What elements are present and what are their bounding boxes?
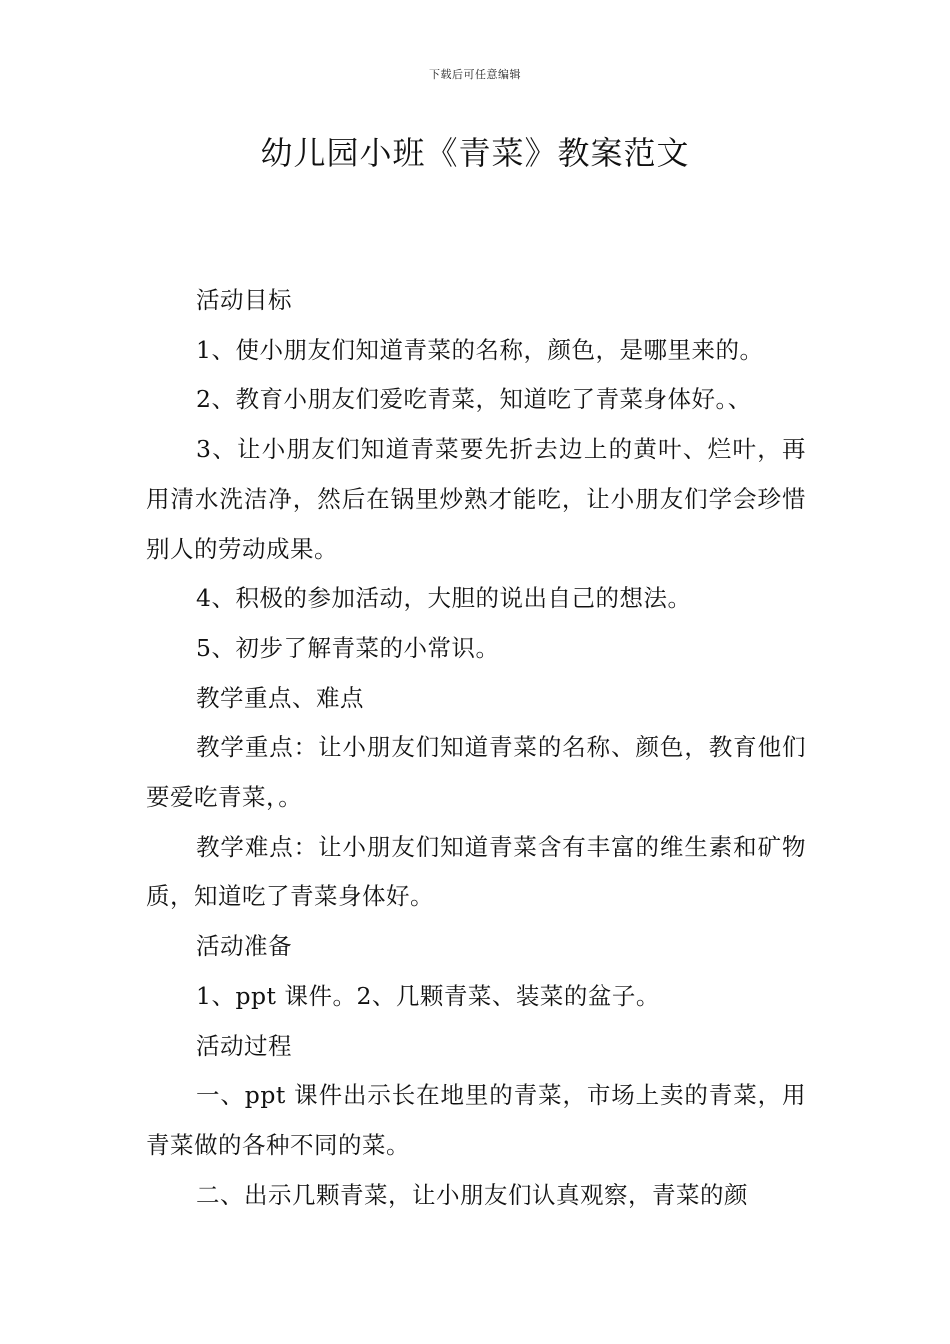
- document-title: 幼儿园小班《青菜》教案范文: [260, 134, 690, 172]
- section-heading-preparation: 活动准备: [196, 932, 292, 961]
- process-step-1: 一、ppt 课件出示长在地里的青菜，市场上卖的青菜，用青菜做的各种不同的菜。: [146, 1081, 806, 1159]
- goal-item-3: 3、让小朋友们知道青菜要先折去边上的黄叶、烂叶，再用清水洗洁净，然后在锅里炒熟才能吃，让小朋友们学会珍惜别人的劳动成果。: [146, 435, 806, 563]
- difficulty-paragraph: 教学难点：让小朋友们知道青菜含有丰富的维生素和矿物质，知道吃了青菜身体好。: [146, 832, 806, 911]
- goal-item-2: 2、教育小朋友们爱吃青菜，知道吃了青菜身体好。、: [196, 385, 752, 414]
- preparation-items: 1、ppt 课件。2、几颗青菜、装菜的盆子。: [196, 981, 660, 1010]
- key-point-paragraph: 教学重点：让小朋友们知道青菜的名称、颜色，教育他们要爱吃青菜，。: [146, 733, 806, 812]
- section-heading-activity-goals: 活动目标: [196, 286, 292, 314]
- goal-item-4: 4、积极的参加活动，大胆的说出自己的想法。: [196, 584, 692, 613]
- process-step-2: 二、出示几颗青菜，让小朋友们认真观察，青菜的颜: [196, 1180, 748, 1209]
- goal-item-1: 1、使小朋友们知道青菜的名称，颜色，是哪里来的。: [196, 335, 764, 364]
- header-note: 下载后可任意编辑: [429, 68, 521, 81]
- section-heading-process: 活动过程: [196, 1031, 292, 1060]
- document-body: [146, 276, 806, 1220]
- section-heading-key-points: 教学重点、难点: [196, 683, 364, 712]
- goal-item-5: 5、初步了解青菜的小常识。: [196, 633, 500, 662]
